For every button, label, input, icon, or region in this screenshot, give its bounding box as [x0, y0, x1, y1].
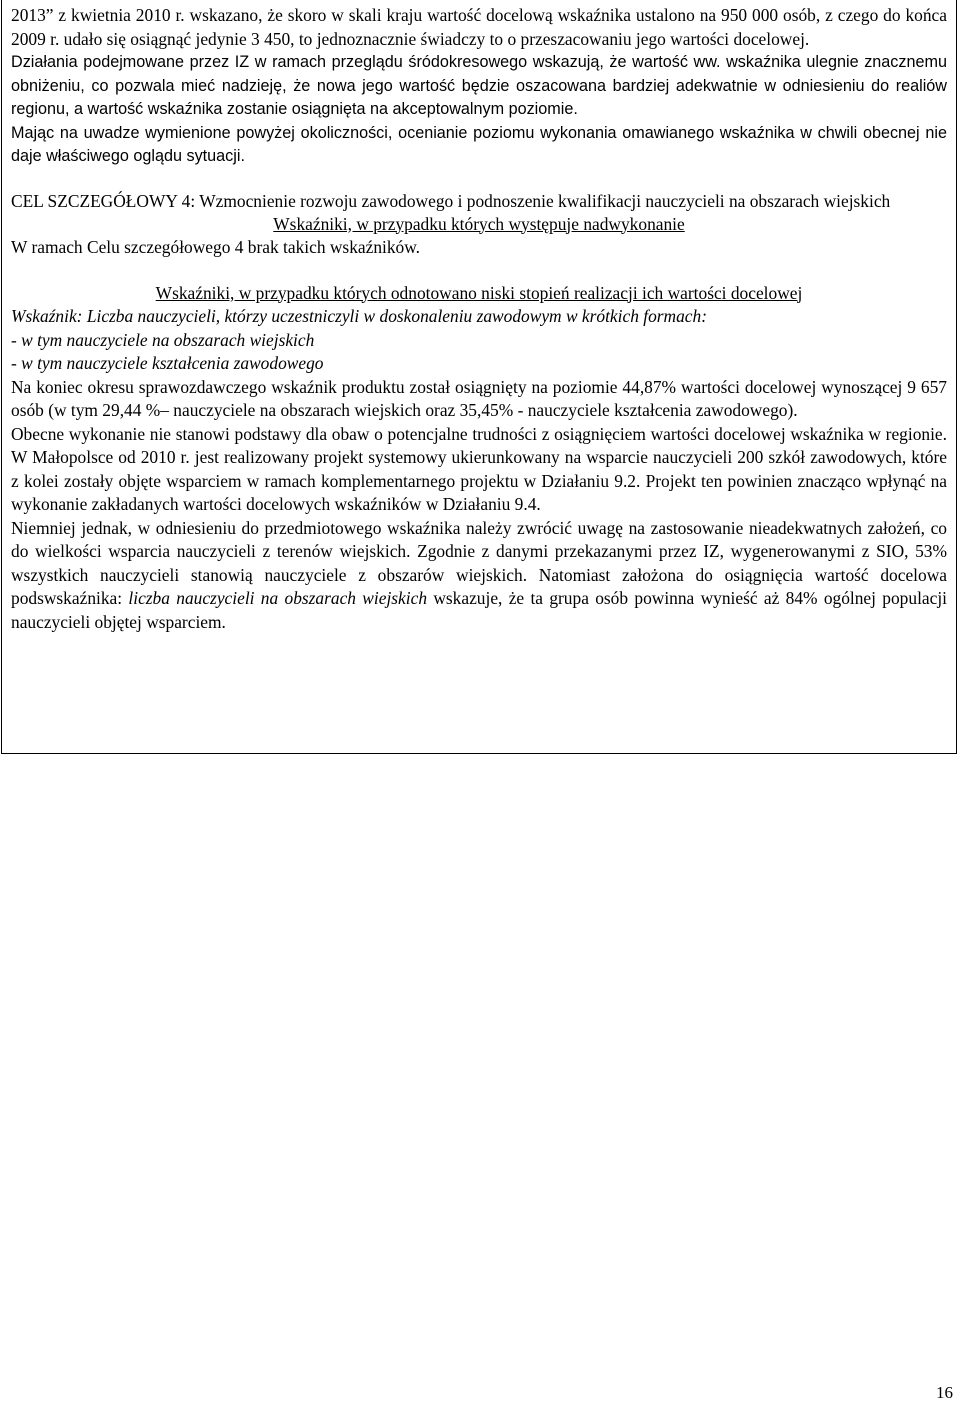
assumptions-text-end: wskazuje, że ta grupa osób powinna wynieść aż 84% ogólnej populacji nauczycieli objętej wsparciem. [11, 588, 948, 632]
indicator-sub-rural: - w tym nauczyciele na obszarach wiejskich [11, 329, 315, 350]
over-heading [11, 213, 947, 237]
assumptions-text-italic: liczba nauczycieli na obszarach wiejskich [128, 588, 428, 608]
indicator-name: Wskaźnik: Liczba nauczycieli, którzy uczestniczyli w doskonaleniu zawodowym w krótkich formach: [11, 306, 707, 326]
over-heading-text: Wskaźniki, w przypadku których występuje nadwykonanie [273, 213, 685, 234]
over-text: W ramach Celu szczegółowego 4 brak takich wskaźników. [11, 237, 421, 257]
assumptions-text-start: Niemniej jednak, w odniesieniu do przedmiotowego wskaźnika należy zwrócić uwagę na zastosowanie nieadekwatnych założeń, co do wielkości wsparcia nauczycieli z terenów wiejskich. Zgodnie z danymi przekazanymi przez IZ, wygenerowanymi z SIO, 53% wszystkich nauczycieli stanowią nauczyciele z obszarów wiejskich. Natomiast założona do osiągnięcia wartość docelowa podswskaźnika: [11, 517, 947, 608]
low-heading-text: Wskaźniki, w przypadku których odnotowano niski stopień realizacji ich wartości docelowej [155, 282, 803, 303]
low-heading [11, 282, 947, 306]
indicator-sub-vocational: - w tym nauczyciele kształcenia zawodowego [11, 353, 324, 373]
paragraph-current: Obecne wykonanie nie stanowi podstawy dla obaw o potencjalne trudności z osiągnięciem wartości docelowej wskaźnika w regionie. W Małopolsce od 2010 r. jest realizowany projekt systemowy ukierunkowany na wsparcie nauczycieli 200 szkół zawodowych, które z kolei zostały objęte wsparciem w ramach komplementarnego projektu w Działaniu 9.2. Projekt ten powinien znacząco wpłynąć na wykonanie zakładanych wartości docelowych wskaźników w Działaniu 9.4. [11, 423, 947, 514]
paragraph-conclusion: Mając na uwadze wymienione powyżej okoliczności, ocenianie poziomu wykonania omawianego wskaźnika w chwili obecnej nie daje właściwego oglądu sytuacji. [11, 123, 947, 165]
paragraph-assumptions [11, 517, 947, 635]
paragraph-intro: 2013” z kwietnia 2010 r. wskazano, że skoro w skali kraju wartość docelową wskaźnika ustalono na 950 000 osób, z czego do końca 2009 r. udało się osiągnąć jedynie 3 450, to jednoznacznie świadczy to o przeszacowaniu jego wartości docelowej. [11, 5, 947, 49]
paragraph-iz-actions: Działania podejmowane przez IZ w ramach przeglądu śródokresowego wskazują, że wartość ww. wskaźnika ulegnie znacznemu obniżeniu, co pozwala mieć nadzieję, że nowa jego wartość będzie oszacowana bardziej adekwatnie w odniesieniu do realiów regionu, a wartość wskaźnika zostanie osiągnięta na akceptowalnym poziomie. [11, 53, 947, 118]
paragraph-result: Na koniec okresu sprawozdawczego wskaźnik produktu został osiągnięty na poziomie 44,87% wartości docelowej wynoszącej 9 657 osób (w tym 29,44 %– nauczyciele na obszarach wiejskich oraz 35,45% - nauczyciele kształcenia zawodowego). [11, 376, 947, 420]
content-frame [1, 0, 957, 754]
cel-heading-text: CEL SZCZEGÓŁOWY 4: Wzmocnienie rozwoju zawodowego i podnoszenie kwalifikacji nauczycieli na obszarach wiejskich [11, 190, 891, 211]
cel-heading [11, 189, 947, 213]
page-number: 16 [936, 1383, 953, 1402]
